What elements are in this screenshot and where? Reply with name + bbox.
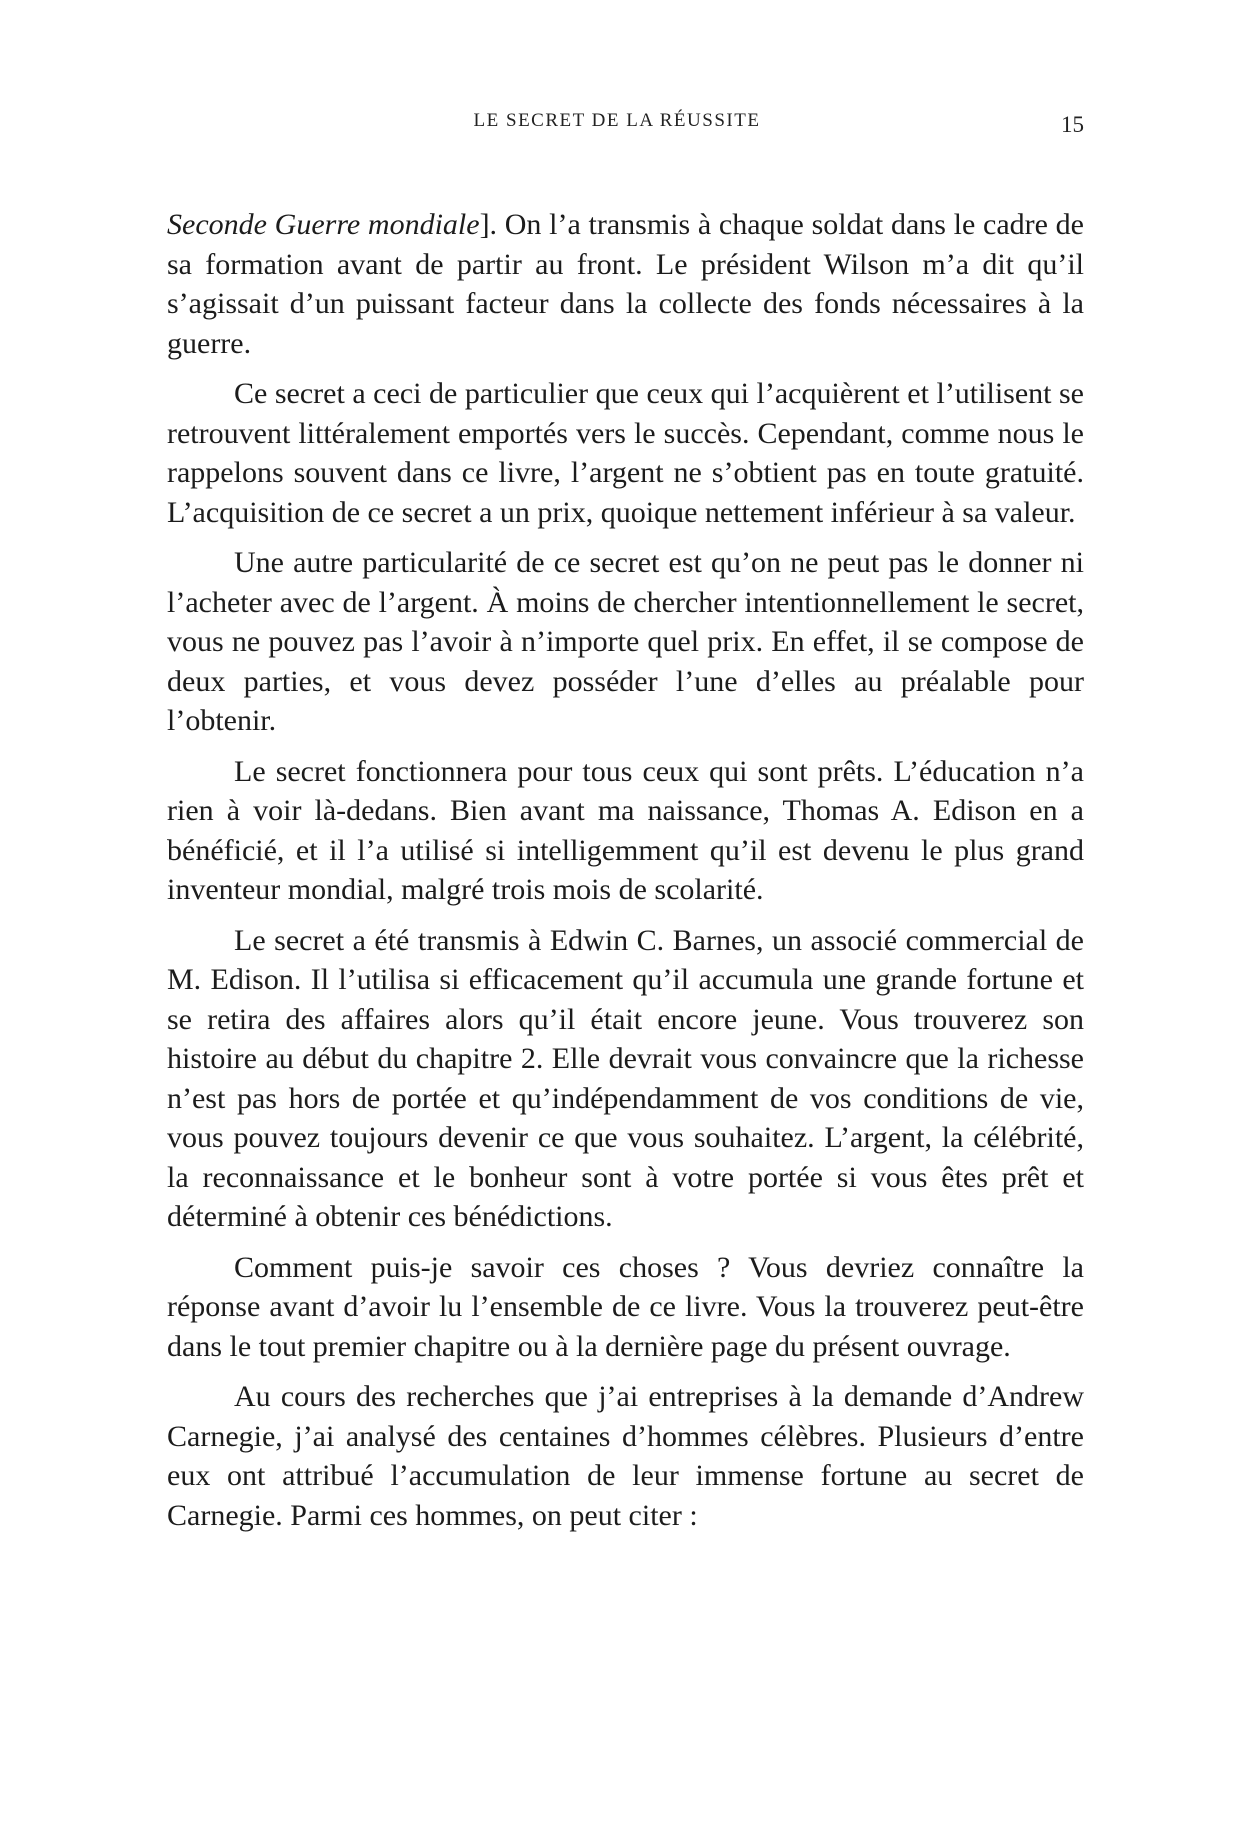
page-number: 15: [1061, 112, 1084, 137]
paragraph-4: Le secret fonctionnera pour tous ceux qui sont prêts. L’éducation n’a rien à voir là-dedans. Bien avant ma naissance, Thomas A. Edison en a bénéficié, et il l’a utilisé si intelligemment qu’il est devenu le plus grand inventeur mondial, malgré trois mois de scolarité.: [167, 754, 1084, 906]
paragraph-1: [167, 205, 1084, 363]
body-text: [167, 205, 1084, 1546]
paragraph-6: Comment puis-je savoir ces choses ? Vous devriez connaître la réponse avant d’avoir lu l’ensemble de ce livre. Vous la trouverez peut-être dans le tout premier chapitre ou à la dernière page du présent ouvrage.: [167, 1250, 1084, 1363]
italic-lead: Seconde Guerre mondiale: [167, 208, 480, 241]
running-head: LE SECRET DE LA RÉUSSITE: [473, 110, 761, 131]
paragraph-5: Le secret a été transmis à Edwin C. Barnes, un associé commercial de M. Edison. Il l’utilisa si efficacement qu’il accumula une grande fortune et se retira des affaires alors qu’il était encore jeune. Vous trouverez son histoire au début du chapitre 2. Elle devrait vous convaincre que la richesse n’est pas hors de portée et qu’indépendamment de vos conditions de vie, vous pouvez toujours devenir ce que vous souhaitez. L’argent, la célébrité, la reconnaissance et le bonheur sont à votre portée si vous êtes prêt et déterminé à obtenir ces bénédictions.: [167, 923, 1084, 1233]
paragraph-2: Ce secret a ceci de particulier que ceux qui l’acquièrent et l’utilisent se retrouvent littéralement emportés vers le succès. Cependant, comme nous le rappelons souvent dans ce livre, l’argent ne s’obtient pas en toute gratuité. L’acquisition de ce secret a un prix, quoique nettement inférieur à sa valeur.: [167, 377, 1084, 529]
paragraph-7: Au cours des recherches que j’ai entreprises à la demande d’Andrew Carnegie, j’ai analysé des centaines d’hommes célèbres. Plusieurs d’entre eux ont attribué l’accumulation de leur immense fortune au secret de Carnegie. Parmi ces hommes, on peut citer :: [167, 1380, 1084, 1532]
paragraph-1-text: ]. On l’a transmis à chaque soldat dans le cadre de sa formation avant de partir au front. Le président Wilson m’a dit qu’il s’agissait d’un puissant facteur dans la collecte des fonds nécessaires à la guerre.: [167, 208, 1084, 360]
paragraph-3: Une autre particularité de ce secret est qu’on ne peut pas le donner ni l’acheter avec de l’argent. À moins de chercher intentionnellement le secret, vous ne pouvez pas l’avoir à n’importe quel prix. En effet, il se compose de deux parties, et vous devez posséder l’une d’elles au préalable pour l’obtenir.: [167, 546, 1084, 737]
